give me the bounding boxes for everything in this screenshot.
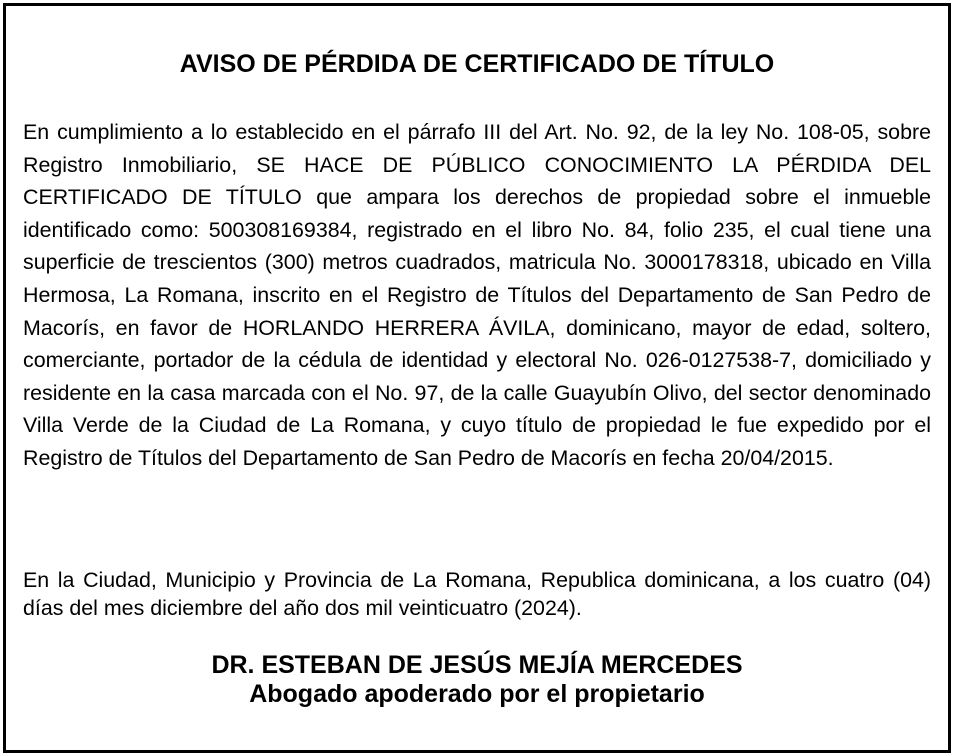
notice-date-paragraph: En la Ciudad, Municipio y Provincia de La Romana, Republica dominicana, a los cuatro (04) días del mes diciembre del año dos mil veinticuatro (2024). [23,568,931,620]
signature-role: Abogado apoderado por el propietario [249,680,705,708]
notice-body-paragraph: En cumplimiento a lo establecido en el párrafo III del Art. No. 92, de la ley No. 108-05, sobre Registro Inmobiliario, SE HACE DE PÚBLICO CONOCIMIENTO LA PÉRDIDA DEL CERTIFICADO DE TÍTULO que ampara los derechos de propiedad sobre el inmueble identificado como: 500308169384, registrado en el libro No. 84, folio 235, el cual tiene una superficie de trescientos (300) metros cuadrados, matricula No. 3000178318, ubicado en Villa Hermosa, La Romana, inscrito en el Registro de Títulos del Departamento de San Pedro de Macorís, en favor de HORLANDO HERRERA ÁVILA, dominicano, mayor de edad, soltero, comerciante, portador de la cédula de identidad y electoral No. 026-0127538-7, domiciliado y residente en la casa marcada con el No. 97, de la calle Guayubín Olivo, del sector denominado Villa Verde de la Ciudad de La Romana, y cuyo título de propiedad le fue expedido por el Registro de Títulos del Departamento de San Pedro de Macorís en fecha 20/04/2015. [23,120,931,470]
notice-frame [3,3,951,753]
notice-body [23,116,931,475]
signature-block [23,651,931,709]
signature-name: DR. ESTEBAN DE JESÚS MEJÍA MERCEDES [211,651,743,679]
notice-title: AVISO DE PÉRDIDA DE CERTIFICADO DE TÍTULO [179,50,775,78]
